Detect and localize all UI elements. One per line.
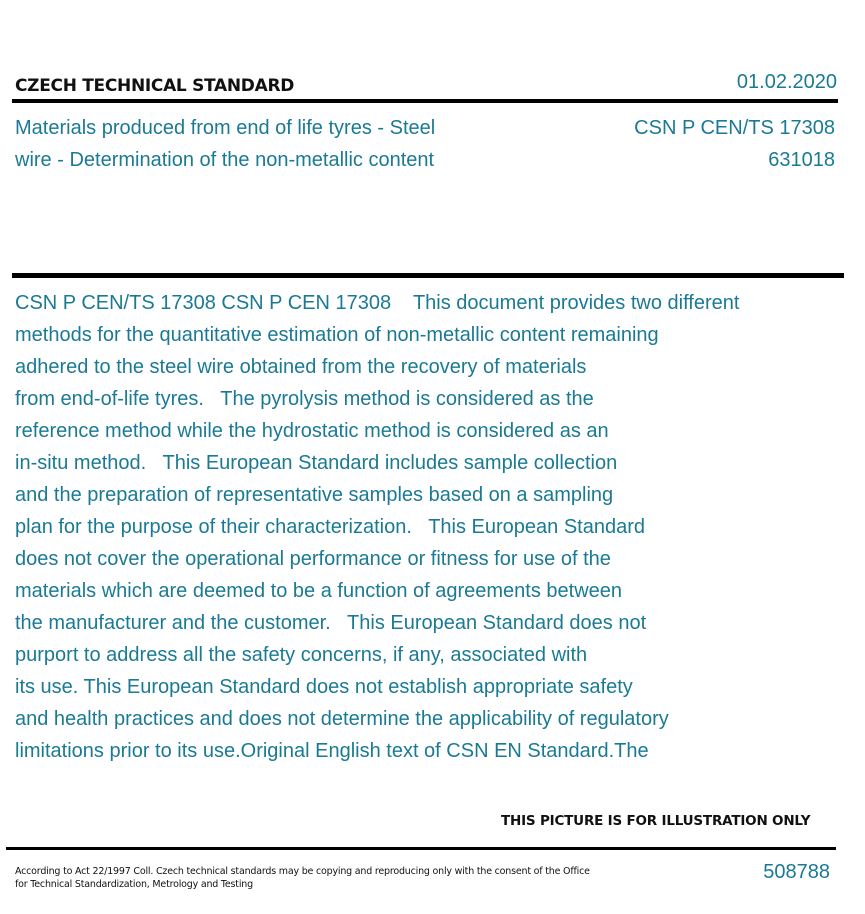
document-type-label: CZECH TECHNICAL STANDARD: [15, 76, 295, 96]
abstract-line: CSN P CEN/TS 17308 CSN P CEN 17308 This document provides two different: [15, 292, 740, 314]
abstract-line: and the preparation of representative samples based on a sampling: [15, 484, 614, 506]
copyright-notice: [15, 865, 590, 891]
abstract-line: materials which are deemed to be a function of agreements between: [15, 580, 623, 602]
abstract-line: and health practices and does not determine the applicability of regulatory: [15, 708, 669, 730]
abstract-line: its use. This European Standard does not establish appropriate safety: [15, 676, 633, 698]
copyright-notice-line-2: for Technical Standardization, Metrology and Testing: [15, 879, 253, 890]
header-divider: [12, 99, 838, 103]
classification-number: 631018: [768, 149, 835, 171]
abstract-line: in-situ method. This European Standard includes sample collection: [15, 452, 618, 474]
standard-code: CSN P CEN/TS 17308: [634, 117, 835, 139]
publication-date: 01.02.2020: [736, 71, 837, 93]
catalog-number: 508788: [763, 861, 830, 883]
abstract-line: adhered to the steel wire obtained from the recovery of materials: [15, 356, 587, 378]
copyright-notice-line-1: According to Act 22/1997 Coll. Czech technical standards may be copying and reproducing only with the consent of the Office: [15, 866, 590, 877]
abstract-text: [15, 287, 835, 767]
abstract-line: plan for the purpose of their characterization. This European Standard: [15, 516, 646, 538]
abstract-line: limitations prior to its use.Original English text of CSN EN Standard.The: [15, 740, 649, 762]
abstract-line: methods for the quantitative estimation of non-metallic content remaining: [15, 324, 659, 346]
abstract-line: does not cover the operational performance or fitness for use of the: [15, 548, 611, 570]
section-divider: [12, 273, 844, 278]
abstract-line: from end-of-life tyres. The pyrolysis method is considered as the: [15, 388, 594, 410]
abstract-line: purport to address all the safety concerns, if any, associated with: [15, 644, 588, 666]
footer-divider: [6, 847, 836, 850]
abstract-line: the manufacturer and the customer. This European Standard does not: [15, 612, 647, 634]
standard-title-line-1: Materials produced from end of life tyres - Steel: [15, 117, 436, 139]
illustration-disclaimer: THIS PICTURE IS FOR ILLUSTRATION ONLY: [501, 813, 811, 829]
standard-title-line-2: wire - Determination of the non-metallic content: [15, 149, 435, 171]
abstract-line: reference method while the hydrostatic method is considered as an: [15, 420, 609, 442]
